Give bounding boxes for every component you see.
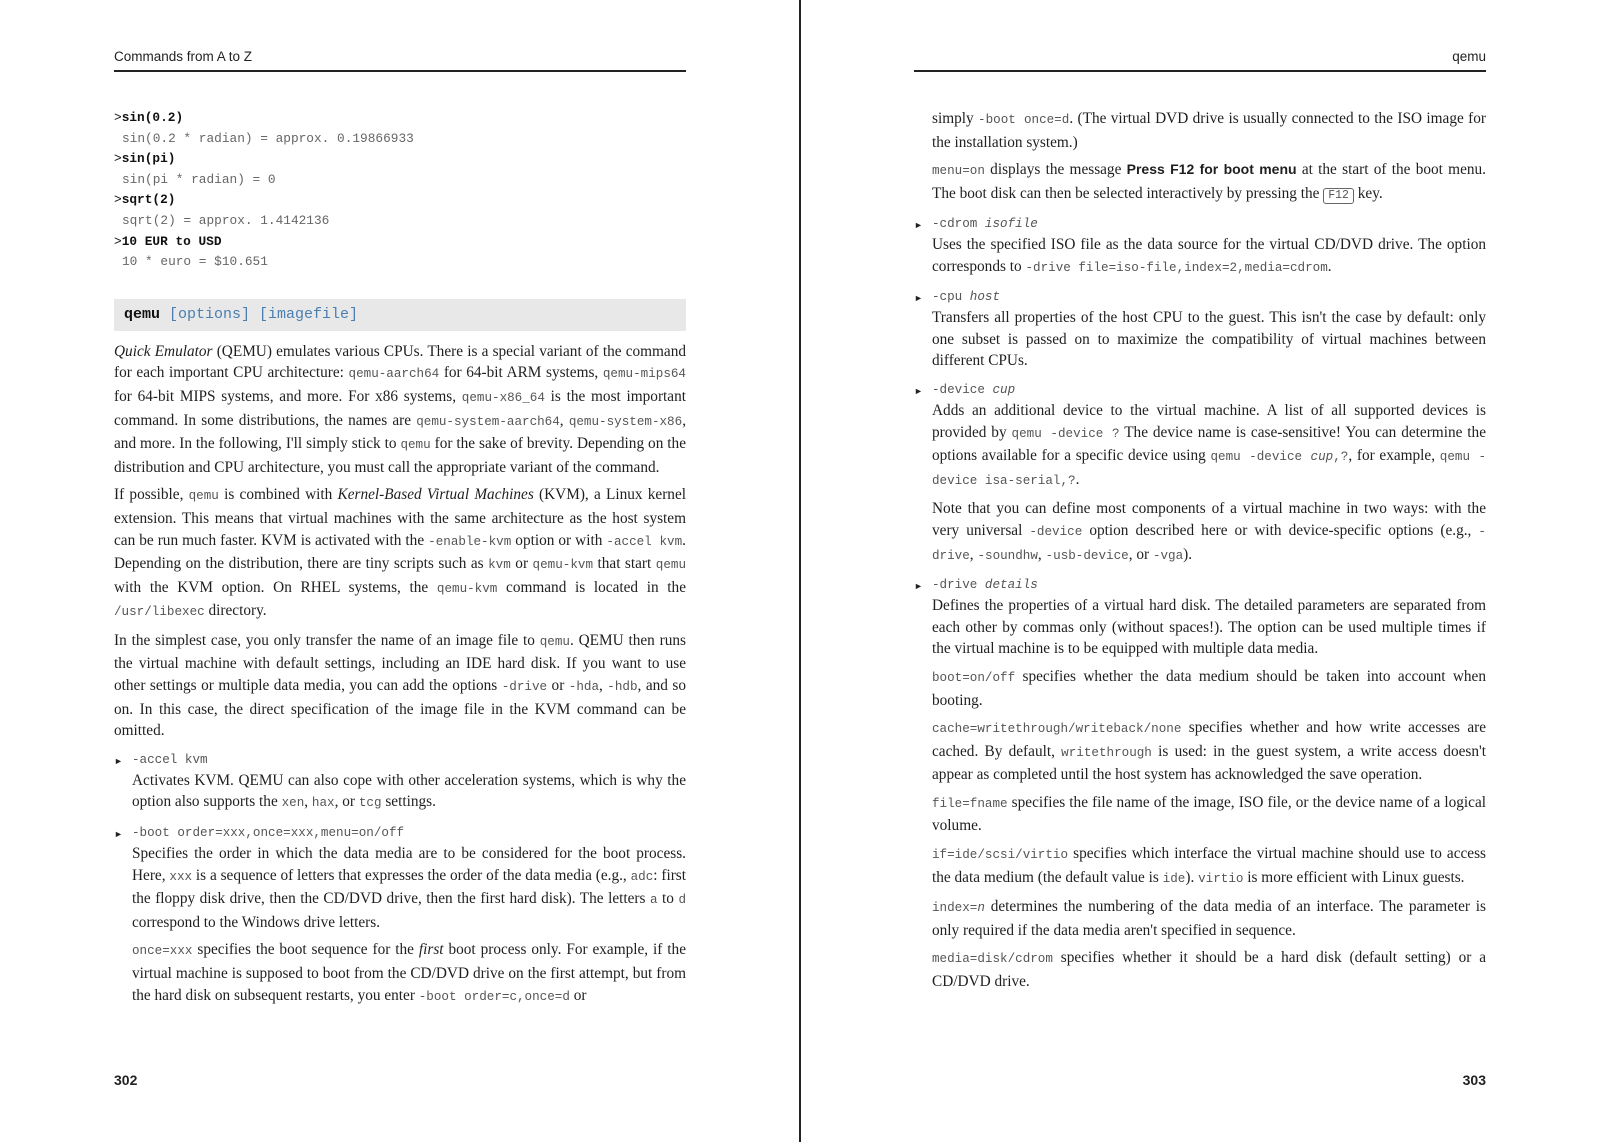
running-header: qemu	[914, 48, 1486, 72]
kvm-paragraph: If possible, qemu is combined with Kernel-Based Virtual Machines (KVM), a Linux kernel extension. This means that virtual machines with the same architecture as the host system can be run much faster. KVM is activated with the -enable-kvm option or with -accel kvm. Depending on the distribution, there are tiny scripts such as kvm or qemu-kvm that start qemu with the KVM option. On RHEL systems, the qemu-kvm command is located in the /usr/libexec directory.	[114, 486, 686, 620]
option-name: -device cup	[932, 382, 1016, 397]
option-cpu	[914, 287, 1486, 372]
menu-paragraph: menu=on displays the message Press F12 for boot menu at the start of the boot menu. The boot disk can then be selected interactively by pressing the F12 key.	[932, 161, 1486, 202]
page-number: 303	[1462, 1072, 1486, 1088]
image-file-paragraph: In the simplest case, you only transfer the name of an image file to qemu. QEMU then runs the virtual machine with default settings, including an IDE hard disk. If you want to use other settings or multiple data media, you can add the options -drive or -hda, -hdb, and so on. In this case, the direct specification of the image file in the KVM command can be omitted.	[114, 631, 686, 740]
option-description: Defines the properties of a virtual hard disk. The detailed parameters are separated from each other by commas only (without spaces!). The option can be used multiple times if the virtual machine is to be equipped with multiple data media.	[932, 597, 1486, 658]
calc-input: >sin(0.2)	[114, 110, 184, 125]
drive-param-cache: cache=writethrough/writeback/none specifies whether and how write accesses are cached. By default, writethrough is used: in the guest system, a write access doesn't appear as completed until the host system has acknowledged the save operation.	[932, 719, 1486, 784]
option-description: once=xxx specifies the boot sequence for the first boot process only. For example, if the virtual machine is supposed to boot from the CD/DVD drive on the first attempt, but from the hard disk on subsequent restarts, you enter -boot order=c,once=d or	[132, 941, 686, 1004]
option-drive	[914, 575, 1486, 993]
bullet-triangle-icon: ►	[914, 220, 923, 230]
right-option-list	[914, 206, 1486, 999]
drive-param-index: index=n determines the numbering of the data media of an interface. The parameter is only required if the data media aren't specified in sequence.	[932, 898, 1486, 939]
bullet-triangle-icon: ►	[914, 581, 923, 592]
synopsis-command: qemu	[124, 305, 161, 323]
option-description: Transfers all properties of the host CPU to the guest. This isn't the case by default: only one subset is passed on to maximize the compatibility of virtual machines between different CPUs.	[932, 309, 1486, 370]
drive-param-if: if=ide/scsi/virtio specifies which interface the virtual machine should use to access the data medium (the default value is ide). virtio is more efficient with Linux guests.	[932, 845, 1486, 886]
calc-output: sin(pi * radian) = 0	[122, 171, 276, 187]
calc-output: sqrt(2) = approx. 1.4142136	[122, 212, 330, 228]
calc-input: >sin(pi)	[114, 151, 176, 167]
calc-input: >sqrt(2)	[114, 192, 176, 208]
intro-paragraph: Quick Emulator (QEMU) emulates various CPUs. There is a special variant of the command for each important CPU architecture: qemu-aarch64 for 64-bit ARM systems, qemu-mips64 for 64-bit MIPS systems, and more. For x86 systems, qemu-x86_64 is the most important command. In some distributions, the names are qemu-system-aarch64, qemu-system-x86, and more. In the following, I'll simply stick to qemu for the sake of brevity. Depending on the distribution and CPU architecture, you must call the appropriate variant of the command.	[114, 342, 687, 476]
left-page-content	[114, 108, 686, 1014]
option-cdrom	[914, 214, 1486, 279]
option-description: Adds an additional device to the virtual machine. A list of all supported devices is provided by qemu -device ? The device name is case-sensitive! You can determine the options available for a specific device using qemu -device cup,?, for example, qemu -device isa-serial,?.	[932, 401, 1486, 488]
option-name: -drive details	[932, 578, 1038, 593]
page-number: 302	[114, 1072, 138, 1088]
page-gutter	[799, 0, 801, 1142]
bullet-triangle-icon: ►	[914, 293, 923, 304]
calc-output: sin(0.2 * radian) = approx. 0.19866933	[122, 130, 414, 146]
option-boot	[114, 823, 686, 1008]
option-device	[914, 380, 1486, 567]
drive-param-boot: boot=on/off specifies whether the data medium should be taken into account when booting.	[932, 667, 1486, 709]
option-accel	[114, 750, 686, 815]
option-description: Uses the specified ISO file as the data source for the virtual CD/DVD drive. The option corresponds to -drive file=iso-file,index=2,media=cdrom.	[932, 236, 1486, 275]
f12-key: F12	[1323, 188, 1354, 204]
option-description: Activates KVM. QEMU can also cope with other acceleration systems, which is why the option also supports the xen, hax, or tcg settings.	[132, 771, 686, 811]
calc-output: 10 * euro = $10.651	[122, 254, 268, 270]
bullet-triangle-icon: ►	[114, 829, 123, 840]
calc-input: >10 EUR to USD	[114, 233, 222, 249]
option-name: -cdrom isofile	[932, 217, 1038, 231]
option-description: Note that you can define most components of a virtual machine in two ways: with the very universal -device option described here or with device-specific options (e.g., -drive, -soundhw, -usb-device, or -vga).	[932, 500, 1486, 563]
bullet-triangle-icon: ►	[914, 385, 923, 396]
option-name: -boot order=xxx,once=xxx,menu=on/off	[132, 826, 405, 841]
option-name: -accel kvm	[132, 752, 208, 767]
bullet-triangle-icon: ►	[114, 755, 123, 766]
synopsis-args: [options] [imagefile]	[169, 305, 359, 323]
drive-param-file: file=fname specifies the file name of the image, ISO file, or the device name of a logical volume.	[932, 793, 1486, 835]
drive-param-media: media=disk/cdrom specifies whether it should be a hard disk (default setting) or a CD/DVD drive.	[932, 949, 1486, 991]
calculator-example	[114, 108, 686, 273]
right-page	[914, 0, 1486, 1142]
continued-paragraph: simply -boot once=d. (The virtual DVD drive is usually connected to the ISO image for the installation system.)	[932, 110, 1486, 151]
left-page	[114, 0, 686, 1142]
option-description: Specifies the order in which the data media are to be considered for the boot process. Here, xxx is a sequence of letters that expresses the order of the data media (e.g., adc: first the floppy disk drive, then the CD/DVD drive, then the first hard disk). The letters a to d correspond to the Windows drive letters.	[132, 845, 687, 931]
option-name: -cpu host	[932, 290, 1001, 305]
command-synopsis	[114, 299, 686, 331]
running-header: Commands from A to Z	[114, 48, 686, 72]
right-page-content	[914, 108, 1486, 210]
